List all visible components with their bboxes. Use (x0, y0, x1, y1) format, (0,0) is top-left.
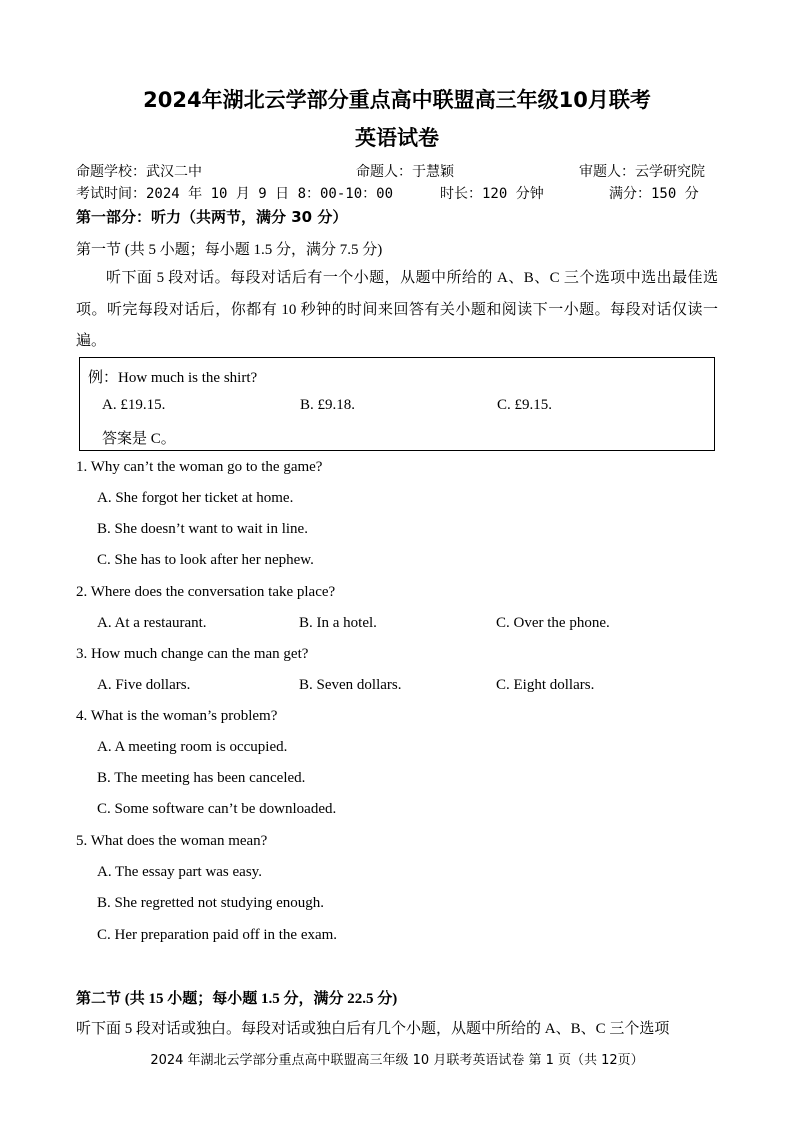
question-stem: 2. Where does the conversation take place? (76, 584, 336, 600)
example-answer: 答案是 C。 (102, 431, 176, 447)
meta-school: 命题学校：武汉二中 (76, 164, 202, 180)
section2-heading: 第二节 (共 15 小题；每小题 1.5 分，满分 22.5 分) (76, 991, 398, 1007)
section1-heading: 第一节 (共 5 小题；每小题 1.5 分，满分 7.5 分) (76, 242, 383, 258)
question-option: C. Eight dollars. (496, 677, 595, 693)
question-option: C. Her preparation paid off in the exam. (97, 927, 338, 943)
question-option: A. The essay part was easy. (97, 864, 262, 880)
exam-subject: 英语试卷 (355, 126, 439, 150)
question-option: B. She regretted not studying enough. (97, 895, 325, 911)
example-box (79, 357, 715, 451)
example-option-b: B. £9.18. (300, 397, 356, 413)
question-option: B. She doesn’t want to wait in line. (97, 521, 308, 537)
page-footer: 2024 年湖北云学部分重点高中联盟高三年级 10 月联考英语试卷 第 1 页（共 12页） (150, 1053, 644, 1068)
question-option: B. In a hotel. (299, 615, 377, 631)
question-option: B. The meeting has been canceled. (97, 770, 306, 786)
question-stem: 1. Why can’t the woman go to the game? (76, 459, 323, 475)
meta-duration: 时长：120 分钟 (440, 186, 544, 202)
section1-instructions: 听下面 5 段对话。每段对话后有一个小题，从题中所给的 A、B、C 三个选项中选出最佳选项。听完每段对话后，你都有 10 秒钟的时间来回答有关小题和阅读下一小题。每段对话仅读一遍。 (76, 270, 718, 349)
question-option: A. She forgot her ticket at home. (97, 490, 294, 506)
question-stem: 4. What is the woman’s problem? (76, 708, 278, 724)
example-option-c: C. £9.15. (497, 397, 553, 413)
question-option: C. Some software can’t be downloaded. (97, 801, 337, 817)
question-stem: 5. What does the woman mean? (76, 833, 268, 849)
question-option: A. A meeting room is occupied. (97, 739, 288, 755)
section2-instructions: 听下面 5 段对话或独白。每段对话或独白后有几个小题，从题中所给的 A、B、C 三个选项 (76, 1021, 670, 1037)
question-option: B. Seven dollars. (299, 677, 402, 693)
example-option-a: A. £19.15. (102, 397, 166, 413)
meta-reviewer: 审题人：云学研究院 (579, 164, 705, 180)
question-stem: 3. How much change can the man get? (76, 646, 309, 662)
meta-full-score: 满分：150 分 (609, 186, 699, 202)
meta-exam-time: 考试时间：2024 年 10 月 9 日 8：00-10：00 (76, 186, 394, 202)
question-option: C. She has to look after her nephew. (97, 552, 314, 568)
meta-author: 命题人：于慧颖 (356, 164, 454, 180)
question-option: C. Over the phone. (496, 615, 610, 631)
part1-heading: 第一部分：听力（共两节，满分 30 分） (76, 208, 348, 226)
question-option: A. At a restaurant. (97, 615, 207, 631)
example-question: 例：How much is the shirt? (88, 370, 258, 386)
question-option: A. Five dollars. (97, 677, 191, 693)
exam-title: 2024年湖北云学部分重点高中联盟高三年级10月联考 (143, 88, 651, 112)
